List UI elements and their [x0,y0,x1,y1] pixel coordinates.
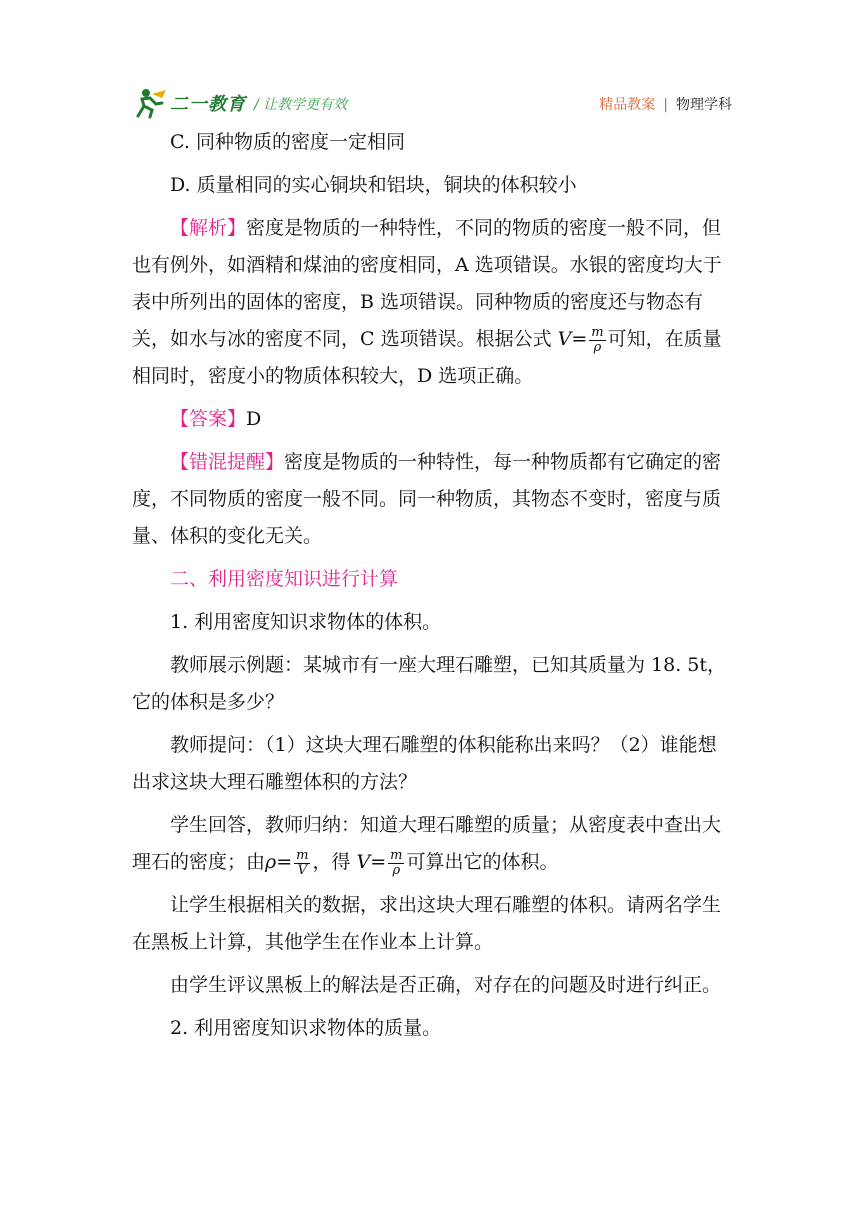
analysis-paragraph [132,210,732,395]
page-header [132,82,732,122]
confusion-tag: 【错混提醒】 [170,451,285,473]
formula-denominator: ρ [593,339,602,355]
summary-text-3: 可算出它的体积。 [406,851,559,873]
summary-eq: = [276,851,293,873]
review-paragraph: 由学生评议黑板上的解法是否正确，对存在的问题及时进行纠正。 [170,974,722,996]
option-c: C. 同种物质的密度一定相同 [170,131,405,153]
summary-rho: ρ [265,851,277,873]
summary-text-1: 学生回答，教师归纳：知道大理石雕塑的质量；从密度表中查出大理石的密度；由 [132,814,722,873]
brand-slogan: / 让教学更有效 [254,97,348,113]
summary-fraction-2 [388,849,404,878]
subject-label: 物理学科 [676,97,732,113]
formula-fraction [589,326,605,355]
confusion-text: 密度是物质的一种特性，每一种物质都有它确定的密度，不同物质的密度一般不同。同一种物质，其物态不变时，密度与质量、体积的变化无关。 [132,451,722,547]
summary-numerator-2: m [390,847,403,863]
answer-value: D [246,408,262,430]
header-category [599,94,732,114]
analysis-text-2: 可知，在质量相同时，密度小的物质体积较大，D 选项正确。 [132,328,722,387]
answer-tag: 【答案】 [170,408,247,430]
summary-denominator-1: V [297,862,307,878]
summary-v: V [356,851,371,873]
formula-numerator: m [591,324,604,340]
analysis-text-1: 密度是物质的一种特性，不同的物质的密度一般不同，但也有例外，如酒精和煤油的密度相同，A 选项错误。水银的密度均大于表中所列出的固体的密度，B 选项错误。同种物质的密度还与物态有关，如水与冰的密度不同，C 选项错误。根据公式 [132,217,722,350]
summary-text-2: ，得 [312,851,357,873]
answer-paragraph [132,401,732,438]
section-heading: 二、利用密度知识进行计算 [170,568,399,590]
summary-fraction-1 [294,849,310,878]
formula-v: V [557,328,572,350]
header-separator: | [663,97,668,113]
example-paragraph: 教师展示例题：某城市有一座大理石雕塑，已知其质量为 18. 5t，它的体积是多少？ [132,654,727,713]
document-body [132,124,732,1047]
confusion-paragraph [132,444,732,555]
summary-denominator-2: ρ [392,862,401,878]
item-2: 2. 利用密度知识求物体的质量。 [170,1017,442,1039]
analysis-tag: 【解析】 [170,217,247,239]
category-label: 精品教案 [599,97,656,113]
calc-paragraph: 让学生根据相关的数据，求出这块大理石雕塑的体积。请两名学生在黑板上计算，其他学生在作业本上计算。 [132,894,722,953]
summary-paragraph [132,807,732,881]
brand-name: 二一教育 [170,94,246,115]
summary-eq-2: = [370,851,387,873]
question-paragraph: 教师提问：（1）这块大理石雕塑的体积能称出来吗？（2）谁能想出求这块大理石雕塑体积的方法？ [132,734,717,793]
formula-eq: = [571,328,588,350]
option-d: D. 质量相同的实心铜块和铝块，铜块的体积较小 [170,174,577,196]
summary-numerator-1: m [296,847,309,863]
item-1: 1. 利用密度知识求物体的体积。 [170,611,442,633]
